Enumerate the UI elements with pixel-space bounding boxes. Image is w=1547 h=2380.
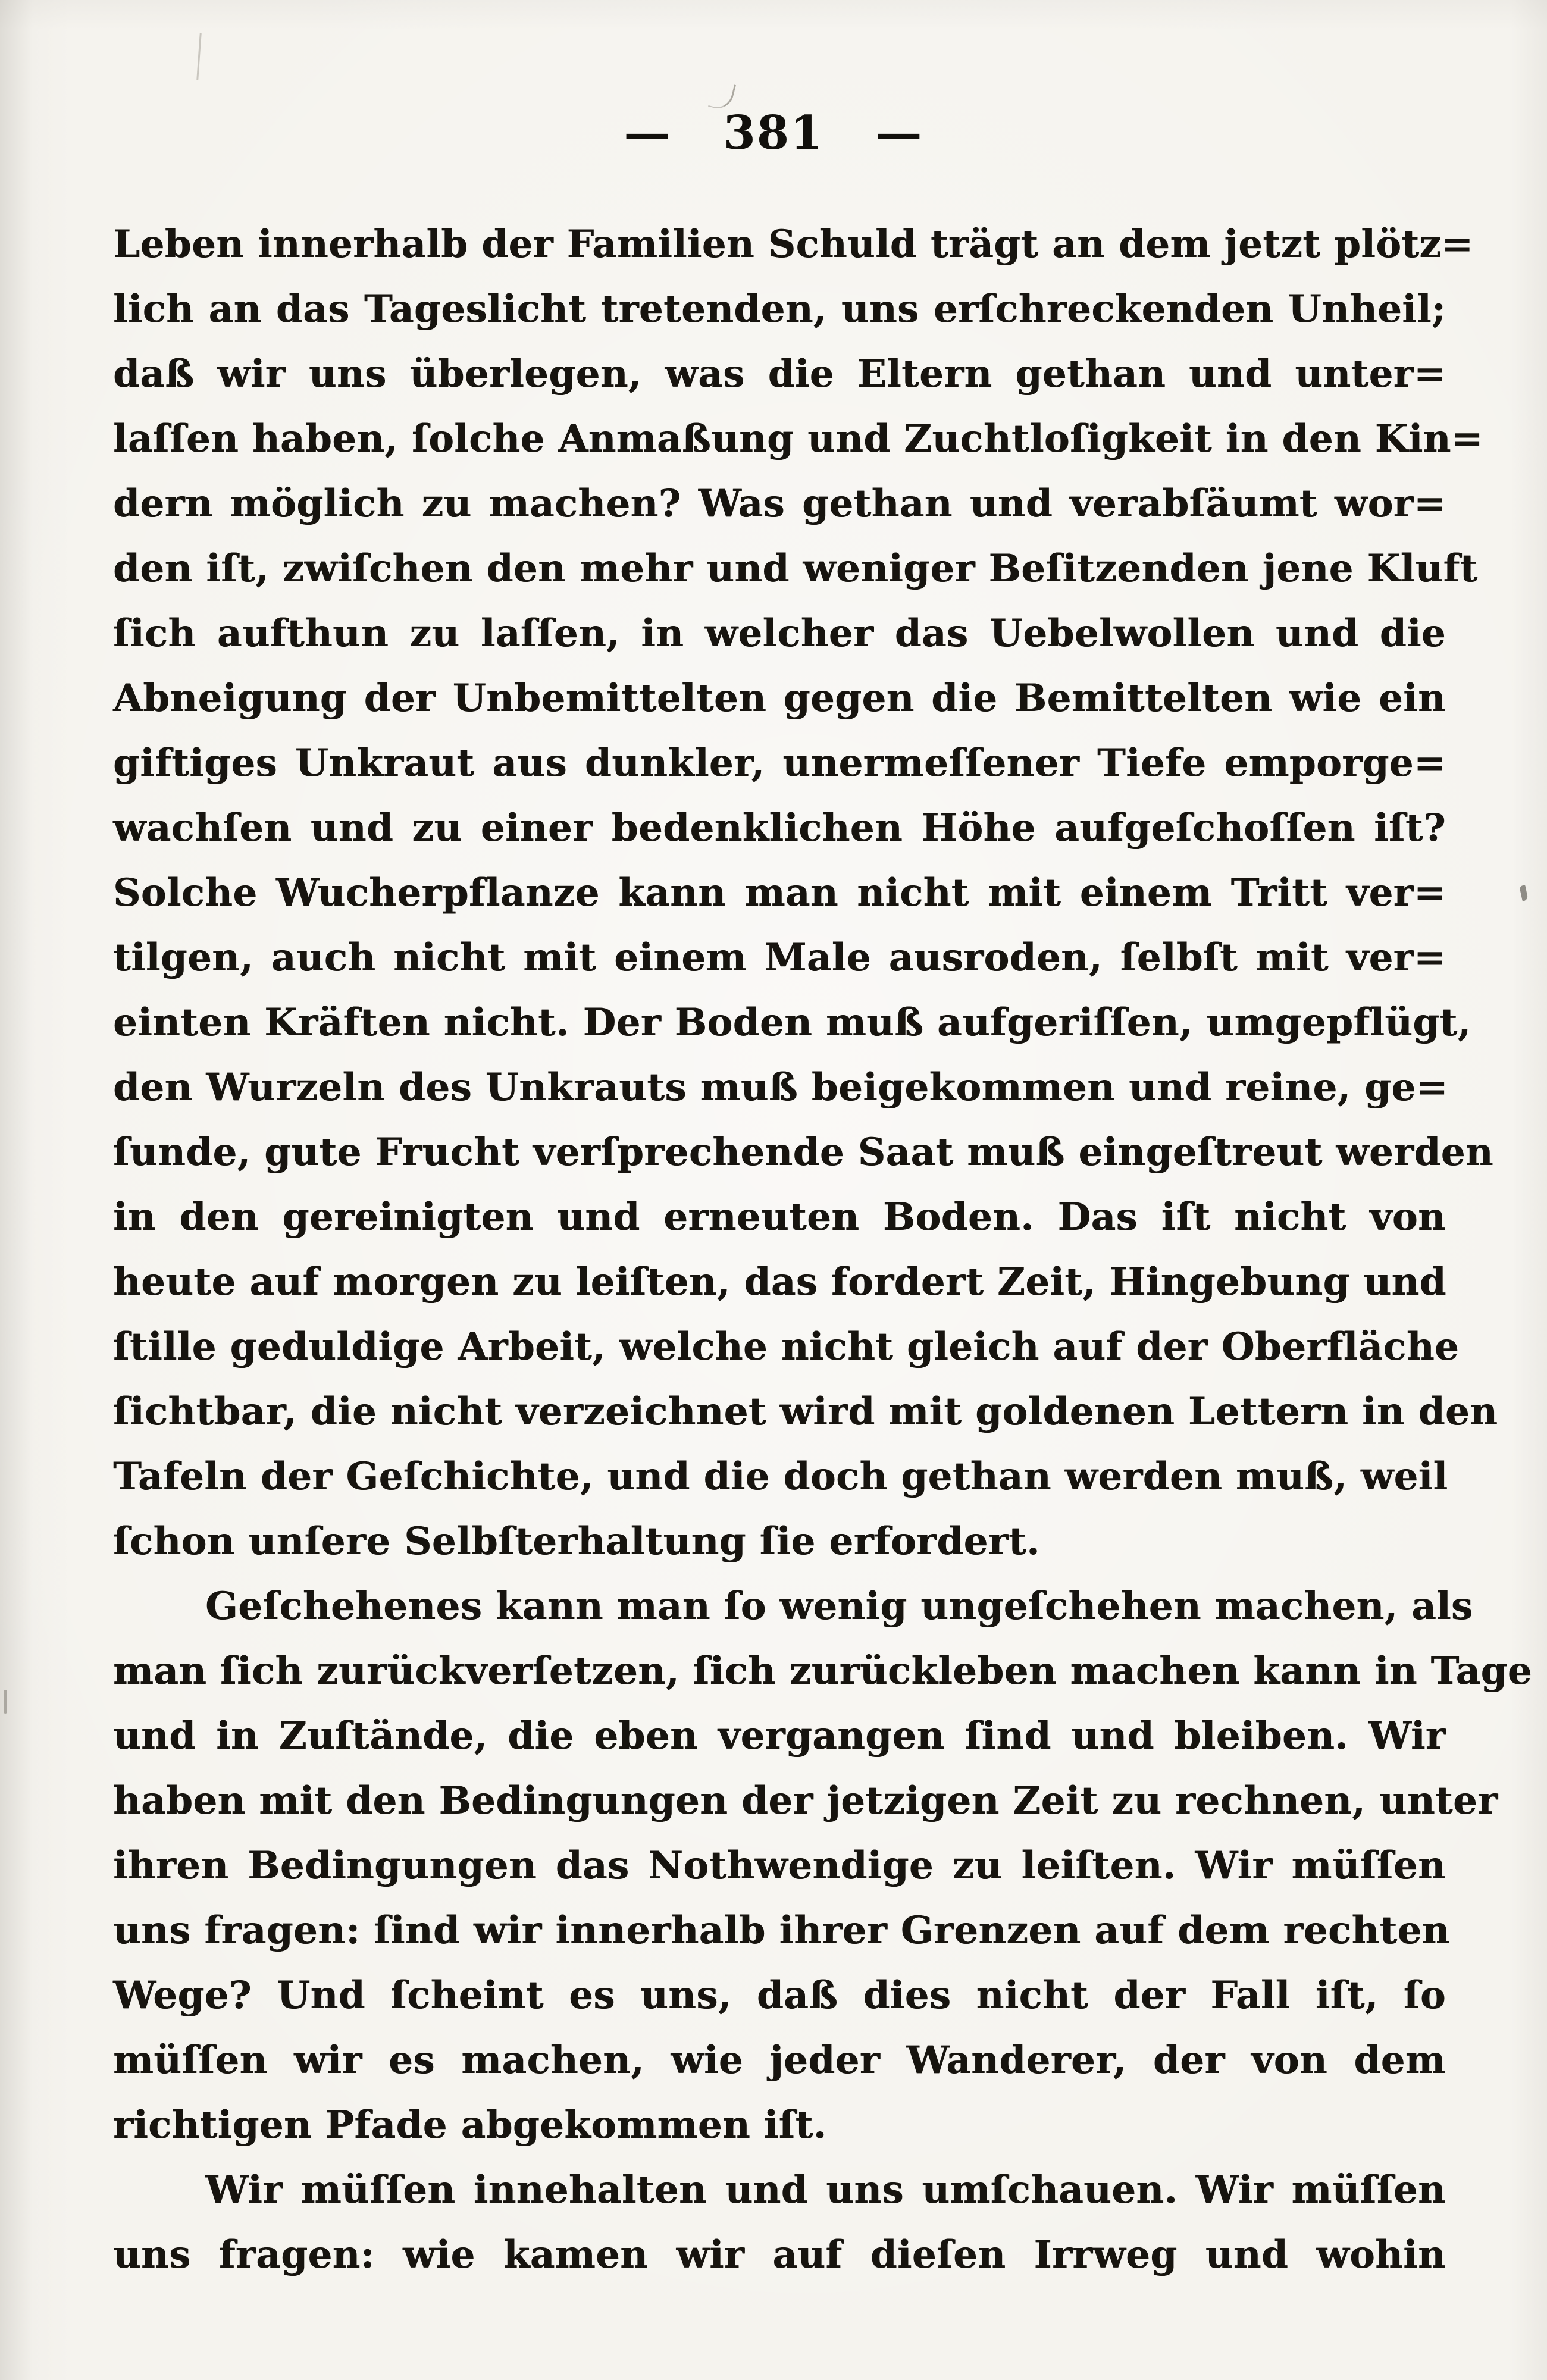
text-line: dern möglich zu machen? Was gethan und verabſäumt wor= [113,481,1446,526]
scan-scratch-artifact [196,33,202,80]
text-line: giftiges Unkraut aus dunkler, unermeſſener Tiefe emporge= [113,741,1446,785]
text-line: Wege? Und ſcheint es uns, daß dies nicht der Fall iſt, ſo [113,1973,1446,2018]
page-number-header: — 381 — [624,106,923,160]
text-line: ſchon unſere Selbſterhaltung ſie erfordert. [113,1519,1040,1564]
ink-speck-artifact [1519,885,1528,901]
text-line: Tafeln der Geſchichte, und die doch gethan werden muß, weil [113,1454,1448,1499]
text-line: Abneigung der Unbemittelten gegen die Bemittelten wie ein [113,676,1446,721]
text-line: wachſen und zu einer bedenklichen Höhe aufgeſchoſſen iſt? [113,806,1446,850]
text-line: ſtille geduldige Arbeit, welche nicht gleich auf der Oberfläche [113,1324,1460,1369]
text-line: man ſich zurückverſetzen, ſich zurückleben machen kann in Tage [113,1649,1532,1693]
text-line: müſſen wir es machen, wie jeder Wanderer, der von dem [113,2038,1446,2082]
text-line: den iſt, zwiſchen den mehr und weniger Beſitzenden jene Kluft [113,546,1478,591]
text-line: laſſen haben, ſolche Anmaßung und Zuchtloſigkeit in den Kin= [113,416,1483,461]
text-line: Wir müſſen innehalten und uns umſchauen. Wir müſſen [205,2168,1446,2212]
text-line: uns fragen: ſind wir innerhalb ihrer Grenzen auf dem rechten [113,1908,1450,1953]
text-line: den Wurzeln des Unkrauts muß beigekommen und reine, ge= [113,1065,1448,1110]
text-line: Geſchehenes kann man ſo wenig ungeſchehen machen, als [205,1584,1473,1629]
text-line: Leben innerhalb der Familien Schuld trägt an dem jetzt plötz= [113,222,1474,267]
page-edge-mark-artifact [4,1690,7,1714]
text-line: Solche Wucherpflanze kann man nicht mit einem Tritt ver= [113,870,1446,915]
text-line: haben mit den Bedingungen der jetzigen Zeit zu rechnen, unter [113,1778,1498,1823]
text-line: heute auf morgen zu leiſten, das fordert Zeit, Hingebung und [113,1260,1446,1304]
text-line: lich an das Tageslicht tretenden, uns erſchreckenden Unheil; [113,287,1446,331]
text-line: daß wir uns überlegen, was die Eltern gethan und unter= [113,352,1446,396]
text-line: uns fragen: wie kamen wir auf dieſen Irrweg und wohin [113,2232,1446,2277]
text-line: richtigen Pfade abgekommen iſt. [113,2103,827,2147]
text-line: in den gereinigten und erneuten Boden. Das iſt nicht von [113,1195,1446,1239]
text-line: ſichtbar, die nicht verzeichnet wird mit goldenen Lettern in den [113,1389,1498,1434]
text-line: ſunde, gute Frucht verſprechende Saat muß eingeſtreut werden [113,1130,1493,1175]
text-line: einten Kräften nicht. Der Boden muß aufgeriſſen, umgepflügt, [113,1000,1471,1045]
body-text-block [113,212,1532,2287]
text-line: ſich aufthun zu laſſen, in welcher das Uebelwollen und die [113,611,1446,656]
text-line: ihren Bedingungen das Nothwendige zu leiſten. Wir müſſen [113,1843,1446,1888]
text-line: und in Zuſtände, die eben vergangen ſind und bleiben. Wir [113,1714,1446,1758]
text-line: tilgen, auch nicht mit einem Male ausroden, ſelbſt mit ver= [113,935,1446,980]
